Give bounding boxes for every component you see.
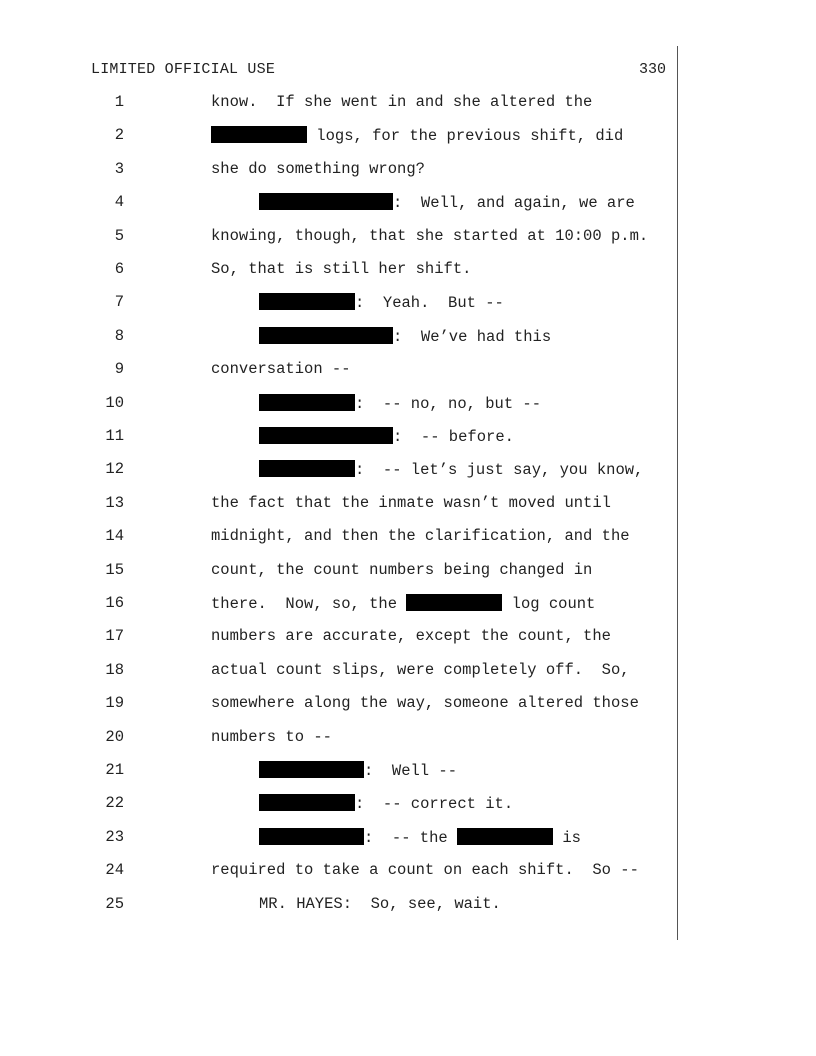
redaction-block [457, 828, 553, 845]
line-text [259, 761, 457, 780]
redaction-block [259, 460, 355, 477]
line-number: 15 [105, 560, 124, 579]
line-number: 10 [105, 393, 124, 412]
line-text [259, 293, 504, 312]
text-segment: numbers to -- [211, 727, 332, 746]
text-segment: : -- let’s just say, you know, [355, 461, 644, 480]
text-segment: actual count slips, were completely off. So, [211, 660, 630, 679]
text-segment: somewhere along the way, someone altered those [211, 694, 639, 713]
line-text [259, 394, 541, 413]
classification-header: LIMITED OFFICIAL USE [91, 61, 276, 78]
transcript-line [0, 460, 816, 482]
text-segment: : -- the [364, 828, 458, 847]
transcript-line [0, 160, 816, 182]
page-number: 330 [638, 61, 666, 78]
text-segment: midnight, and then the clarification, and the [211, 527, 630, 546]
transcript-line [0, 527, 816, 549]
line-text [211, 561, 592, 579]
transcript-line [0, 293, 816, 315]
line-text [211, 227, 648, 245]
line-text [211, 661, 630, 679]
transcript-line [0, 360, 816, 382]
redaction-block [259, 828, 364, 845]
line-number: 21 [105, 761, 124, 779]
transcript-line [0, 895, 816, 917]
redaction-block [259, 794, 355, 811]
redaction-block [406, 594, 502, 611]
line-text [259, 794, 513, 813]
text-segment: conversation -- [211, 360, 351, 379]
transcript-line [0, 761, 816, 783]
line-number: 3 [114, 159, 124, 178]
transcript-line [0, 794, 816, 816]
line-number: 13 [105, 493, 124, 512]
line-text [259, 460, 643, 479]
line-text [211, 494, 611, 512]
line-number: 23 [105, 827, 124, 846]
line-number: 16 [105, 594, 124, 612]
text-segment: : -- correct it. [355, 795, 514, 814]
line-text [211, 93, 592, 111]
text-segment: is [553, 828, 581, 847]
line-text [211, 627, 611, 645]
text-segment: log count [502, 595, 596, 613]
line-number: 25 [105, 894, 124, 913]
text-segment: : Well, and again, we are [393, 194, 635, 213]
text-segment: : We’ve had this [393, 327, 552, 346]
line-number: 20 [105, 727, 124, 746]
text-segment: MR. HAYES: So, see, wait. [259, 894, 501, 913]
text-segment: there. Now, so, the [211, 595, 407, 613]
line-text [211, 694, 639, 712]
transcript-line [0, 193, 816, 215]
line-number: 17 [105, 627, 124, 646]
line-number: 9 [114, 360, 124, 379]
line-text [211, 126, 623, 145]
line-number: 22 [105, 794, 124, 813]
text-segment: the fact that the inmate wasn’t moved until [211, 493, 611, 512]
line-number: 12 [105, 460, 124, 479]
line-text [259, 828, 581, 847]
redaction-block [259, 327, 393, 344]
text-segment: : -- no, no, but -- [355, 394, 542, 413]
line-text [259, 327, 551, 346]
line-text [211, 360, 351, 378]
line-text [259, 193, 635, 212]
transcript-line [0, 627, 816, 649]
redaction-block [211, 126, 307, 143]
transcript-line [0, 327, 816, 349]
line-text [211, 594, 595, 613]
transcript-line [0, 260, 816, 282]
text-segment: she do something wrong? [211, 159, 425, 178]
line-number: 4 [114, 193, 124, 212]
line-number: 2 [114, 126, 124, 145]
transcript-line [0, 594, 816, 616]
text-segment: : -- before. [393, 428, 514, 446]
transcript-line [0, 561, 816, 583]
transcript-line [0, 728, 816, 750]
text-segment: So, that is still her shift. [211, 260, 472, 278]
transcript-line [0, 227, 816, 249]
line-text [211, 260, 471, 278]
line-number: 11 [105, 427, 124, 445]
line-text [259, 427, 514, 446]
line-text [211, 160, 425, 178]
transcript-line [0, 861, 816, 883]
redaction-block [259, 293, 355, 310]
line-text [211, 527, 630, 545]
text-segment: : Well -- [364, 762, 458, 780]
line-number: 1 [114, 93, 124, 111]
line-number: 19 [105, 694, 124, 713]
text-segment: numbers are accurate, except the count, the [211, 627, 611, 646]
line-number: 6 [114, 260, 124, 278]
line-number: 14 [105, 527, 124, 546]
transcript-line [0, 126, 816, 148]
transcript-line [0, 828, 816, 850]
text-segment: : Yeah. But -- [355, 294, 504, 313]
transcript-line [0, 661, 816, 683]
transcript-line [0, 494, 816, 516]
text-segment: logs, for the previous shift, did [307, 127, 624, 146]
transcript-line [0, 93, 816, 115]
text-segment: know. If she went in and she altered the [211, 93, 593, 111]
line-number: 24 [105, 861, 124, 880]
text-segment: count, the count numbers being changed in [211, 560, 593, 579]
redaction-block [259, 193, 393, 210]
transcript-line [0, 394, 816, 416]
text-segment: knowing, though, that she started at 10:00 p.m. [211, 226, 649, 245]
text-segment: required to take a count on each shift. So -- [211, 861, 639, 880]
redaction-block [259, 761, 364, 778]
line-text [211, 728, 332, 746]
line-number: 7 [114, 293, 124, 312]
redaction-block [259, 394, 355, 411]
line-text [259, 895, 501, 913]
transcript-line [0, 694, 816, 716]
line-text [211, 861, 639, 879]
redaction-block [259, 427, 393, 444]
line-number: 5 [114, 226, 124, 245]
line-number: 18 [105, 660, 124, 679]
line-number: 8 [114, 326, 124, 345]
transcript-line [0, 427, 816, 449]
